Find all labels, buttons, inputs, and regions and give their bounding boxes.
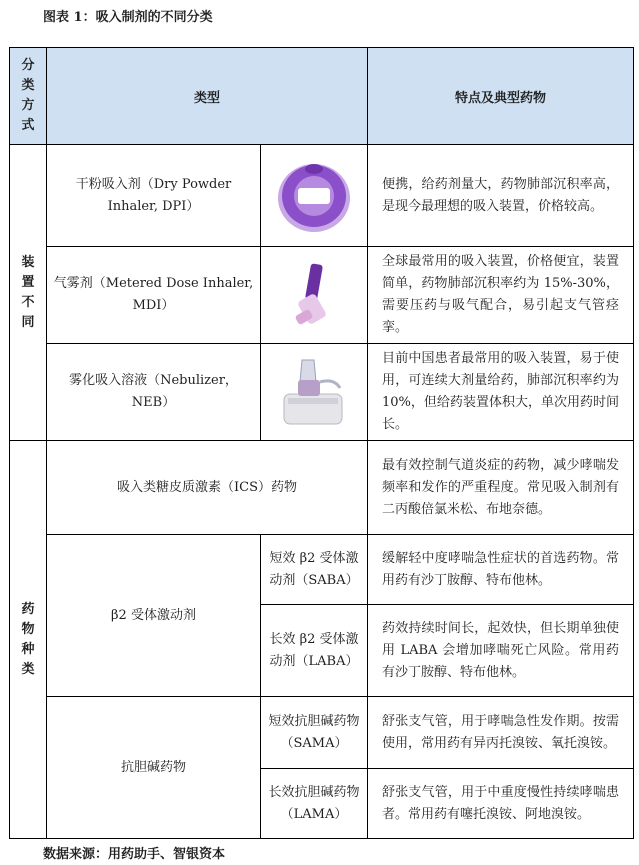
table-caption: 图表 1：吸入制剂的不同分类 [43, 10, 213, 25]
dpi-inhaler-image [261, 145, 368, 247]
subtype-saba: 短效 β2 受体激动剂（SABA） [261, 535, 368, 605]
desc-neb: 目前中国患者最常用的吸入装置，易于使用，可连续大剂量给药，肺部沉积率约为 10%，但给药装置体积大，单次用药时间长。 [368, 344, 634, 441]
header-features: 特点及典型药物 [368, 48, 634, 145]
group-device-label: 装 置 不 同 [10, 145, 47, 441]
header-type: 类型 [47, 48, 368, 145]
desc-ics: 最有效控制气道炎症的药物，减少哮喘发频率和发作的严重程度。常见吸入制剂有二丙酸倍氯米松、布地奈德。 [368, 441, 634, 535]
type-beta2: β2 受体激动剂 [47, 535, 261, 697]
classification-table [9, 47, 634, 839]
table-row [10, 441, 634, 535]
desc-mdi: 全球最常用的吸入装置，价格便宜，装置简单，药物肺部沉积率约为 15%-30%，需要压药与吸气配合，易引起支气管痉挛。 [368, 247, 634, 344]
type-ics: 吸入类糖皮质激素（ICS）药物 [47, 441, 368, 535]
table-row [10, 535, 634, 605]
header-row [10, 48, 634, 145]
desc-laba: 药效持续时间长，起效快，但长期单独使用 LABA 会增加哮喘死亡风险。常用药有沙丁胺醇、特布他林。 [368, 605, 634, 697]
nebulizer-image [261, 344, 368, 441]
desc-sama: 舒张支气管，用于哮喘急性发作期。按需使用，常用药有异丙托溴铵、氧托溴铵。 [368, 697, 634, 769]
desc-saba: 缓解轻中度哮喘急性症状的首选药物。常用药有沙丁胺醇、特布他林。 [368, 535, 634, 605]
type-dpi: 干粉吸入剂（Dry Powder Inhaler, DPI） [47, 145, 261, 247]
header-classification: 分 类 方 式 [10, 48, 47, 145]
type-anticholinergic: 抗胆碱药物 [47, 697, 261, 839]
desc-dpi: 便携，给药剂量大，药物肺部沉积率高，是现今最理想的吸入装置，价格较高。 [368, 145, 634, 247]
subtype-sama: 短效抗胆碱药物（SAMA） [261, 697, 368, 769]
table-row [10, 697, 634, 769]
subtype-lama: 长效抗胆碱药物（LAMA） [261, 769, 368, 839]
table-row [10, 247, 634, 344]
type-neb: 雾化吸入溶液（Nebulizer，NEB） [47, 344, 261, 441]
group-drug-label: 药 物 种 类 [10, 441, 47, 839]
table-row [10, 145, 634, 247]
mdi-inhaler-image [261, 247, 368, 344]
type-mdi: 气雾剂（Metered Dose Inhaler, MDI） [47, 247, 261, 344]
desc-lama: 舒张支气管，用于中重度慢性持续哮喘患者。常用药有噻托溴铵、阿地溴铵。 [368, 769, 634, 839]
data-source: 数据来源：用药助手、智银资本 [43, 847, 226, 862]
table-row [10, 344, 634, 441]
subtype-laba: 长效 β2 受体激动剂（LABA） [261, 605, 368, 697]
